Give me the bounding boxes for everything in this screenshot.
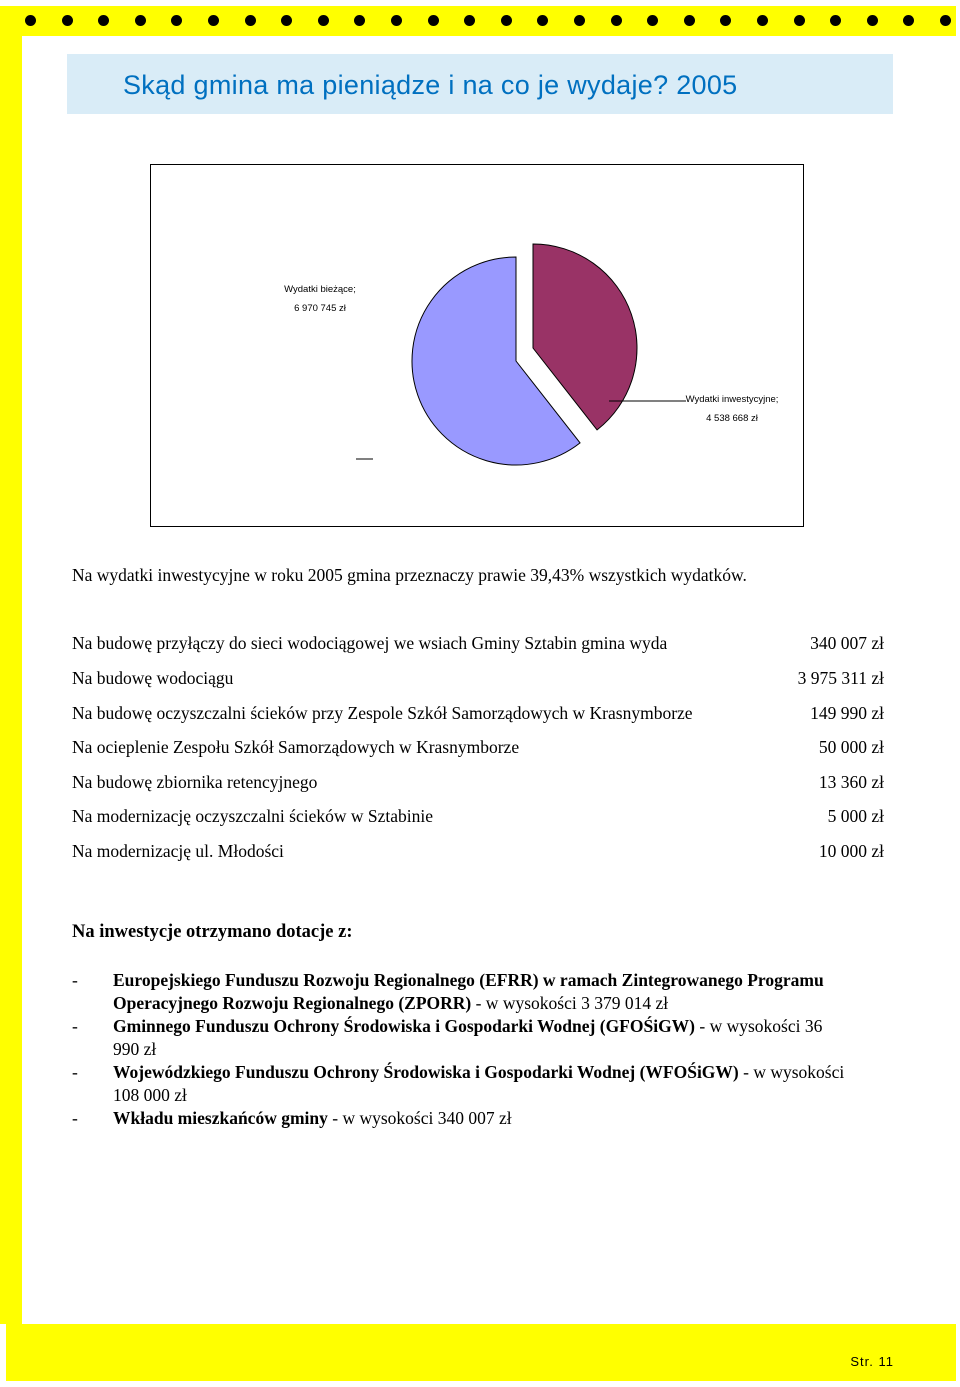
decorative-dot (98, 15, 109, 26)
cost-description: Na budowę przyłączy do sieci wodociągowej we wsiach Gminy Sztabin gmina wyda (72, 633, 668, 653)
pie-chart (150, 164, 804, 527)
pie-chart-svg (151, 165, 805, 528)
cost-description: Na budowę zbiornika retencyjnego (72, 772, 318, 792)
cost-row (72, 806, 884, 828)
pie-label-name: Wydatki inwestycyjne; (685, 394, 779, 405)
decorative-dot (794, 15, 805, 26)
page-number: Str. 11 (850, 1354, 894, 1369)
cost-amount: 149 990 zł (810, 703, 884, 723)
cost-amount: 5 000 zł (827, 806, 884, 826)
decorative-dot (135, 15, 146, 26)
decorative-dot (684, 15, 695, 26)
cost-description: Na budowę oczyszczalni ścieków przy Zespole Szkół Samorządowych w Krasnymborze (72, 703, 693, 723)
cost-description: Na modernizację ul. Młodości (72, 841, 284, 861)
cost-amount: 3 975 311 zł (797, 668, 884, 688)
decorative-dot (62, 15, 73, 26)
decorative-dot (318, 15, 329, 26)
cost-amount: 50 000 zł (818, 737, 884, 757)
decorative-dot (940, 15, 951, 26)
cost-row (72, 841, 884, 863)
title-banner (67, 54, 893, 114)
pie-label-name: Wydatki bieżące; (284, 284, 356, 295)
decorative-dot (391, 15, 402, 26)
decorative-dot (354, 15, 365, 26)
cost-row (72, 668, 884, 690)
grants-heading: Na inwestycje otrzymano dotacje z: (72, 922, 353, 942)
grant-source: Gminnego Funduszu Ochrony Środowiska i Gospodarki Wodnej (GFOŚiGW) (113, 1016, 696, 1036)
grant-amount: - w wysokości 108 000 zł (113, 1062, 845, 1105)
pie-label-value: 4 538 668 zł (706, 413, 758, 424)
decorative-dot (867, 15, 878, 26)
decorative-dot (208, 15, 219, 26)
decorative-dot (281, 15, 292, 26)
list-dash: - (72, 1108, 78, 1128)
grant-amount: - w wysokości 3 379 014 zł (471, 993, 669, 1013)
decorative-dot (611, 15, 622, 26)
cost-description: Na budowę wodociągu (72, 668, 234, 688)
grant-source: Europejskiego Funduszu Rozwoju Regionalnego (EFRR) w ramach Zintegrowanego Programu Operacyjnego Rozwoju Regionalnego (ZPORR) (113, 970, 824, 1013)
list-dash: - (72, 1016, 78, 1036)
decorative-dot (464, 15, 475, 26)
pie-label-value: 6 970 745 zł (294, 303, 346, 314)
cost-amount: 340 007 zł (810, 633, 884, 653)
decorative-dot (537, 15, 548, 26)
decorative-dot (757, 15, 768, 26)
grant-source: Wkładu mieszkańców gminy (113, 1108, 328, 1128)
decorative-dot (428, 15, 439, 26)
left-decorative-bar (0, 6, 22, 1324)
decorative-dot (647, 15, 658, 26)
cost-amount: 13 360 zł (818, 772, 884, 792)
decorative-dot (171, 15, 182, 26)
decorative-dot (25, 15, 36, 26)
cost-description: Na ocieplenie Zespołu Szkół Samorządowych w Krasnymborze (72, 737, 520, 757)
grant-amount: - w wysokości 340 007 zł (327, 1108, 512, 1128)
investment-summary: Na wydatki inwestycyjne w roku 2005 gmina przeznaczy prawie 39,43% wszystkich wydatków. (72, 565, 747, 585)
cost-amount: 10 000 zł (818, 841, 884, 861)
cost-description: Na modernizację oczyszczalni ścieków w Sztabinie (72, 806, 434, 826)
decorative-dot (574, 15, 585, 26)
decorative-dot (501, 15, 512, 26)
cost-row (72, 703, 884, 725)
cost-row (72, 772, 884, 794)
list-dash: - (72, 970, 78, 990)
cost-row (72, 737, 884, 759)
decorative-dot (903, 15, 914, 26)
decorative-dot (830, 15, 841, 26)
list-dash: - (72, 1062, 78, 1082)
top-decorative-band (6, 6, 956, 36)
decorative-dot (245, 15, 256, 26)
bottom-decorative-band (6, 1324, 956, 1381)
page-title: Skąd gmina ma pieniądze i na co je wydaje? 2005 (123, 70, 738, 100)
decorative-dot (720, 15, 731, 26)
grant-amount: - w wysokości 36 990 zł (113, 1016, 823, 1059)
grant-source: Wojewódzkiego Funduszu Ochrony Środowiska i Gospodarki Wodnej (WFOŚiGW) (113, 1062, 739, 1082)
cost-row (72, 633, 884, 655)
